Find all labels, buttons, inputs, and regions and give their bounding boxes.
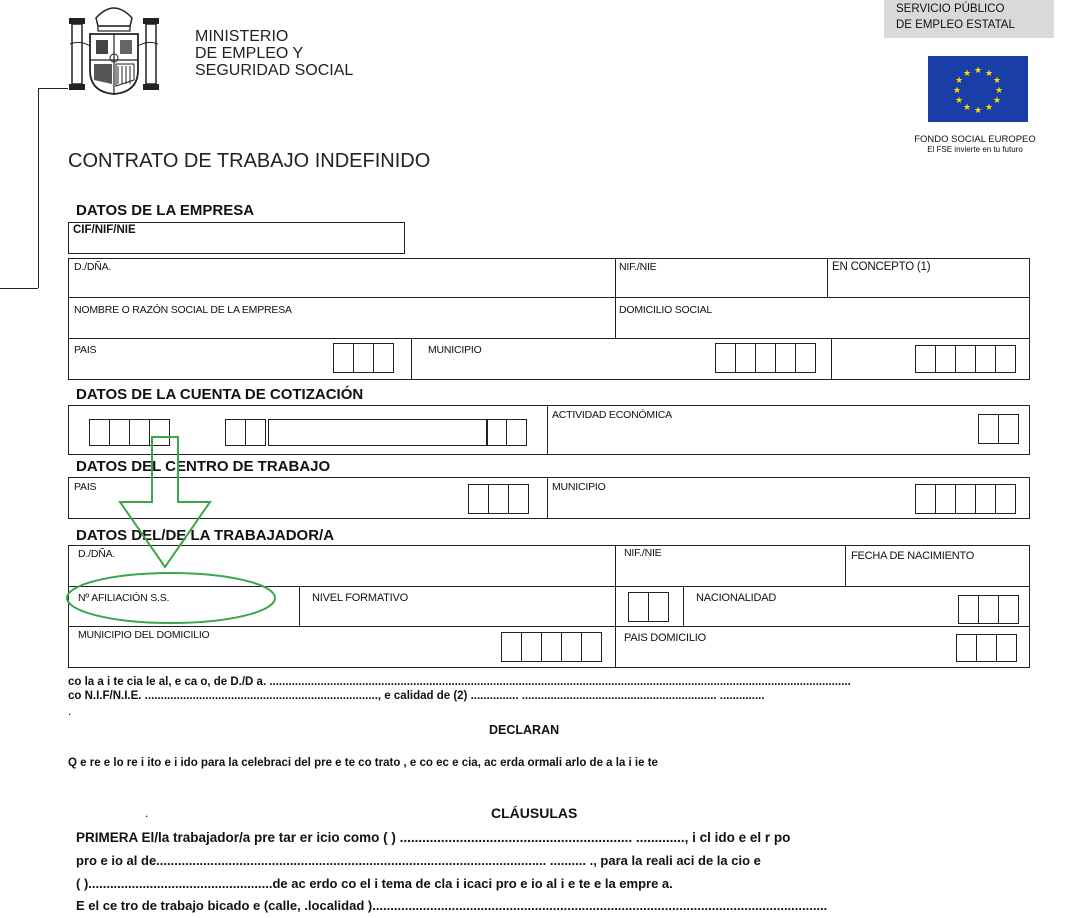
cif-label: CIF/NIF/NIE: [73, 224, 136, 236]
comparecencia-line-2: co N.I.F/N.I.E. ........................................................................., e calidad de (2) ............... ............................................................. ..............: [68, 690, 765, 702]
empresa-nif-field[interactable]: NIF./NIE: [619, 261, 657, 273]
empresa-table: [68, 258, 1030, 380]
svg-text:★: ★: [962, 69, 972, 79]
svg-text:★: ★: [992, 96, 1002, 106]
cotizacion-cells-b[interactable]: [226, 419, 266, 446]
empresa-don-field[interactable]: D./DÑA.: [74, 261, 112, 273]
declaran-text: Q e re e lo re i ito e i ido para la celebraci del pre e te co trato , e co ec e cia, ac erda ormali arlo de a la i ie te: [68, 757, 658, 769]
document-title: CONTRATO DE TRABAJO INDEFINIDO: [68, 150, 431, 172]
centro-section-title: DATOS DEL CENTRO DE TRABAJO: [76, 458, 331, 475]
svg-text:★: ★: [973, 66, 983, 76]
trabajador-nif-field[interactable]: NIF./NIE: [624, 547, 662, 559]
clausula-line-2: pro e io al de............................................................................................................ .......... ., para la reali aci de la cio e: [76, 853, 761, 868]
svg-text:★: ★: [984, 103, 994, 113]
trabajador-pais-domicilio-cells[interactable]: [957, 634, 1017, 662]
annotation-arrow-icon: [100, 436, 230, 570]
clausulas-heading: CLÁUSULAS: [491, 805, 578, 821]
coat-of-arms-logo: [68, 0, 160, 96]
actividad-code-cells[interactable]: [979, 414, 1019, 444]
clausula-line-3: ( )...................................................de ac erdo co el i tema de cla i icaci pro e io al i e te e la empre a.: [76, 876, 673, 891]
empresa-domicilio-field[interactable]: DOMICILIO SOCIAL: [619, 304, 713, 316]
centro-municipio-field[interactable]: MUNICIPIO: [552, 481, 606, 493]
cotizacion-section-title: DATOS DE LA CUENTA DE COTIZACIÓN: [76, 386, 364, 403]
svg-text:★: ★: [954, 76, 964, 86]
empresa-pais-code-cells[interactable]: [334, 343, 394, 373]
trabajador-afiliacion-field[interactable]: Nº AFILIACIÓN S.S.: [78, 592, 170, 604]
annotation-ellipse-icon: [64, 570, 278, 626]
svg-text:★: ★: [992, 76, 1002, 86]
eu-flag-icon: [928, 56, 1028, 122]
trabajador-pais-domicilio-field[interactable]: PAIS DOMICILIO: [624, 632, 706, 644]
empresa-concepto-field[interactable]: EN CONCEPTO (1): [832, 261, 931, 273]
trabajador-nivel-cells[interactable]: [629, 592, 669, 622]
actividad-field[interactable]: ACTIVIDAD ECONÓMICA: [552, 409, 672, 421]
clausulas-dot: .: [145, 806, 149, 820]
cif-field[interactable]: [68, 222, 405, 254]
cotizacion-long-field[interactable]: [268, 419, 488, 446]
svg-text:★: ★: [962, 103, 972, 113]
svg-text:★: ★: [994, 86, 1004, 96]
centro-municipio-code-cells[interactable]: [916, 484, 1016, 514]
svg-text:★: ★: [954, 96, 964, 106]
trabajador-nacionalidad-cells[interactable]: [959, 595, 1019, 624]
trabajador-don-field[interactable]: D./DÑA.: [78, 548, 116, 560]
comparecencia-line-1: co la a i te cia le al, e ca o, de D./D a. ......................................................................................................................................................................................: [68, 676, 851, 688]
empresa-municipio-code-cells[interactable]: [716, 343, 816, 373]
empresa-razon-field[interactable]: NOMBRE O RAZÓN SOCIAL DE LA EMPRESA: [74, 304, 292, 316]
empresa-pais-field[interactable]: PAIS: [74, 344, 97, 356]
empresa-extra-code-cells[interactable]: [916, 345, 1016, 373]
centro-pais-field[interactable]: PAIS: [74, 481, 97, 493]
svg-text:★: ★: [952, 86, 962, 96]
trabajador-fecha-field[interactable]: FECHA DE NACIMIENTO: [851, 550, 975, 562]
clausula-line-1: PRIMERA El/la trabajador/a pre tar er icio como ( ) .............................................................. ............., i cl ido e el r po: [76, 830, 791, 845]
trabajador-nivel-field[interactable]: NIVEL FORMATIVO: [312, 592, 409, 604]
empresa-section-title: DATOS DE LA EMPRESA: [76, 202, 255, 219]
empresa-municipio-field[interactable]: MUNICIPIO: [428, 344, 482, 356]
trabajador-municipio-cells[interactable]: [502, 632, 602, 662]
cotizacion-cells-c[interactable]: [487, 419, 527, 446]
clausula-line-4: E el ce tro de trabajo bicado e (calle, .localidad )..............................................................................................................................: [76, 898, 828, 913]
sepe-box: SERVICIO PÚBLICO DE EMPLEO ESTATAL: [884, 0, 1054, 38]
ministry-name: MINISTERIO DE EMPLEO Y SEGURIDAD SOCIAL: [195, 28, 354, 79]
trabajador-nacionalidad-field[interactable]: NACIONALIDAD: [696, 592, 777, 604]
trabajador-section-title: DATOS DEL/DE LA TRABAJADOR/A: [76, 527, 335, 544]
centro-pais-code-cells[interactable]: [469, 484, 529, 514]
comparecencia-dot: .: [68, 704, 72, 718]
svg-text:★: ★: [973, 106, 983, 116]
declaran-heading: DECLARAN: [489, 723, 560, 737]
svg-text:★: ★: [984, 69, 994, 79]
trabajador-municipio-field[interactable]: MUNICIPIO DEL DOMICILIO: [78, 629, 210, 641]
fse-caption: FONDO SOCIAL EUROPEO El FSE invierte en tu futuro: [914, 134, 1036, 154]
